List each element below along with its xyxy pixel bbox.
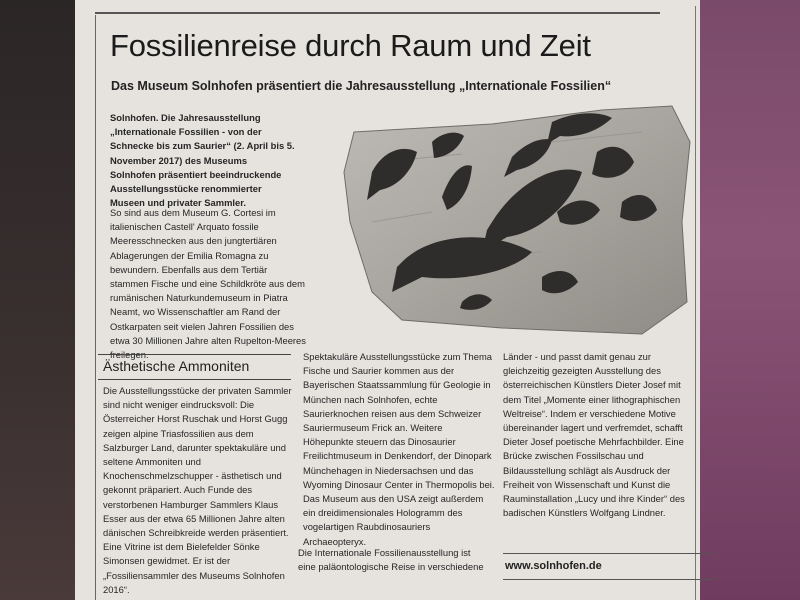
article-title: Fossilienreise durch Raum und Zeit [110, 28, 591, 63]
right-column-rule [695, 6, 696, 600]
website-link[interactable]: www.solnhofen.de [505, 560, 602, 572]
section-heading: Ästhetische Ammoniten [103, 358, 250, 374]
url-rule-bottom [503, 579, 713, 580]
url-rule-top [503, 553, 713, 554]
top-rule [95, 12, 660, 14]
column-2-text: Spektakuläre Ausstellungsstücke zum Thema Fische und Saurier kommen aus der Bayerischen Staatssammlung für Geologie in München nach Solnhofen, echte Saurierknochen reisen aus dem Schweizer Sauriermuseum Frick an. Weitere Höhepunkte steuern das Dinosaurier Freilichtmuseum in Denkendorf, der Dinopark Münchehagen in Niedersachsen und das Wyoming Dinosaur Center in Thermopolis bei. Das Museum aus den USA zeigt außerdem ein dreidimensionales Hologramm des vogelartigen Raubdinosauriers Archaeopteryx. [303, 351, 495, 547]
fossil-fish-slab-photo [342, 102, 692, 342]
column-2-continuation: Die Internationale Fossilienausstellung ist eine paläontologische Reise in verschiedene [298, 547, 484, 573]
cloth-background-right [690, 0, 800, 600]
article-subtitle: Das Museum Solnhofen präsentiert die Jahresausstellung „Internationale Fossilien“ [111, 79, 612, 93]
column-1-text: Die Ausstellungsstücke der privaten Sammler sind nicht weniger eindrucksvoll: Die Österreicher Horst Ruschak und Horst Gugg zeigen alpine Triasfossilien aus dem Salzburger Land, darunter spektakuläre und seltene Ammoniten und Knochenschmelzschupper - ästhetisch und gekonnt präpariert. Auch Funde des verstorbenen Hamburger Sammlers Klaus Esser aus der etwa 65 Millionen Jahre alten dänischen Schreibkreide werden präsentiert. Eine Vitrine ist dem Bielefelder Sönke Simonsen gewidmet. Er ist der „Fossiliensammler des Museums Solnhofen 2016“. [103, 385, 292, 595]
column-3-text: Länder - und passt damit genau zur gleichzeitig gezeigten Ausstellung des österreichischen Künstlers Dieter Josef mit dem Titel „Momente einer lithographischen Weltreise“. Indem er verschiedene Motive übereinander lagert und verfremdet, schafft Dieter Josef poetische Mehrfachbilder. Eine Brücke zwischen Fossilschau und Bildausstellung schlägt als Ausdruck der Freiheit von Wissenschaft und Kunst die Rauminstallation „Lucy und ihre Kinder“ des badischen Künstlers Wolfgang Lindner. [503, 351, 685, 519]
intro-paragraph: So sind aus dem Museum G. Cortesi im italienischen Castell' Arquato fossile Meeresschnecken aus den jungtertiären Ablagerungen der Emilia Romagna zu bewundern. Ebenfalls aus dem Tertiär stammen Fische und eine Schildkröte aus dem rumänischen Naturkundemuseum in Piatra Neamt, wo Wissenschaftler am Rand der Ostkarpaten seit vielen Jahren Fossilien des etwa 30 Millionen Jahre alten Rupelton-Meeres freilegen. [110, 207, 306, 361]
lead-paragraph: Solnhofen. Die Jahresausstellung „Internationale Fossilien - von der Schnecke bis zum Saurier“ (2. April bis 5. November 2017) des Museums Solnhofen präsentiert beeindruckende Ausstellungsstücke renommierter Museen und privater Sammler. [110, 112, 295, 209]
